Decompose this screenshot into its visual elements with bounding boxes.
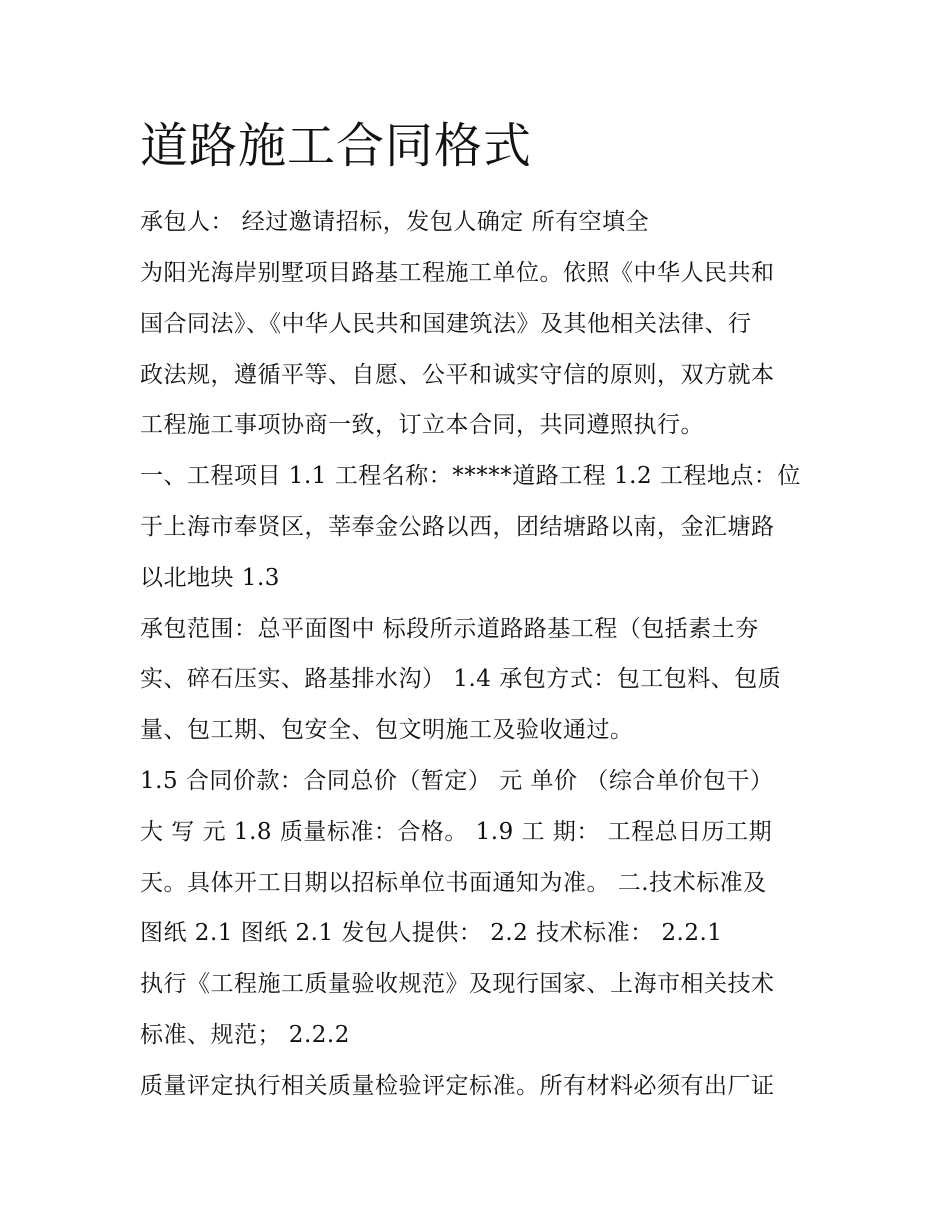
paragraph-line: 图纸 2.1 图纸 2.1 发包人提供： 2.2 技术标准： 2.2.1 [140,920,723,946]
paragraph-line: 质量评定执行相关质量检验评定标准。所有材料必须有出厂证 [140,1073,775,1099]
paragraph-line: 标准、规范； 2.2.2 [140,1022,350,1048]
paragraph-line: 政法规，遵循平等、自愿、公平和诚实守信的原则，双方就本 [140,362,775,388]
paragraph-line: 承包范围：总平面图中 标段所示道路路基工程（包括素土夯 [140,616,759,642]
paragraph-line: 国合同法》、《中华人民共和国建筑法》及其他相关法律、行 [140,311,752,337]
paragraph-line: 执行《工程施工质量验收规范》及现行国家、上海市相关技术 [140,971,775,997]
paragraph-line: 于上海市奉贤区，莘奉金公路以西，团结塘路以南，金汇塘路 [140,514,775,540]
paragraph-line: 工程施工事项协商一致，订立本合同，共同遵照执行。 [140,412,704,438]
paragraph-line: 承包人： 经过邀请招标，发包人确定 所有空填全 [140,209,650,235]
paragraph-line: 1.5 合同价款：合同总价（暂定） 元 单价 （综合单价包干） [140,768,774,794]
document-title: 道路施工合同格式 [140,118,533,174]
paragraph-line: 量、包工期、包安全、包文明施工及验收通过。 [140,717,634,743]
paragraph-line: 大 写 元 1.8 质量标准：合格。 1.9 工 期： 工程总日历工期 [140,819,773,845]
paragraph-line: 实、碎石压实、路基排水沟） 1.4 承包方式：包工包料、包质 [140,666,782,692]
paragraph-line: 为阳光海岸别墅项目路基工程施工单位。依照《中华人民共和 [140,260,775,286]
paragraph-line: 一、工程项目 1.1 工程名称：*****道路工程 1.2 工程地点：位 [140,463,801,489]
paragraph-line: 以北地块 1.3 [140,565,280,591]
paragraph-line: 天。具体开工日期以招标单位书面通知为准。 二.技术标准及 [140,870,767,896]
